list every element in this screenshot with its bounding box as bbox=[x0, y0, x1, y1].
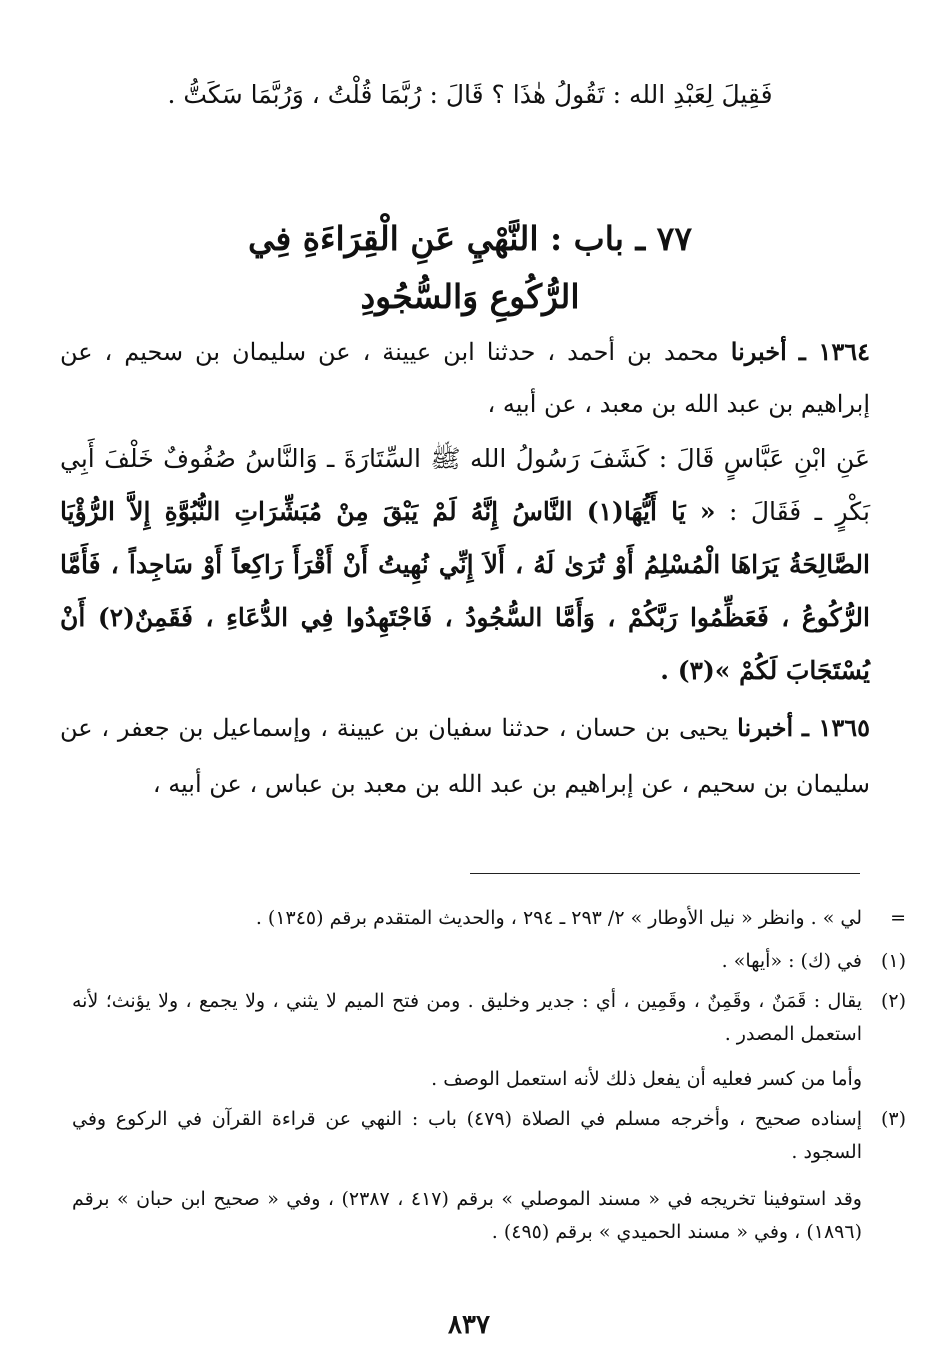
footnote-text: وأما من كسر فعليه أن يفعل ذلك لأنه استعمل الوصف . bbox=[431, 1068, 862, 1090]
page-number: ٨٣٧ bbox=[448, 1310, 490, 1340]
chapter-title-line-2: الرُّكُوعِ وَالسُّجُودِ bbox=[360, 277, 580, 316]
footnote-separator bbox=[470, 873, 860, 874]
hadith-number: ١٣٦٥ ـ bbox=[801, 713, 870, 742]
matn-intro: عَنِ ابْنِ عَبَّاسٍ قَالَ : كَشَفَ رَسُولُ الله ﷺ السِّتَارَةَ ـ وَالنَّاسُ صُفُوفٌ خَلْفَ أَبِي بَكْرٍ ـ فَقَالَ : bbox=[60, 444, 871, 526]
footnote-text: وقد استوفينا تخريجه في « مسند الموصلي » برقم (٤١٧ ، ٢٣٨٧) ، وفي « صحيح ابن حبان » برقم (١٨٩٦) ، وفي « مسند الحميدي » برقم (٤٩٥) . bbox=[72, 1188, 862, 1243]
isnad-text: محمد بن أحمد ، حدثنا ابن عيينة ، عن سليمان بن سحيم ، عن إبراهيم بن عبد الله بن معبد ، عن أبيه ، bbox=[60, 338, 870, 418]
isnad-text: يحيى بن حسان ، حدثنا سفيان بن عيينة ، وإسماعيل بن جعفر ، عن سليمان بن سحيم ، عن إبراهيم بن عبد الله بن معبد بن عباس ، عن أبيه ، bbox=[60, 714, 870, 798]
footnote-mark: (١) bbox=[880, 950, 906, 972]
continuation-line: فَقِيلَ لِعَبْدِ الله : تَقُولُ هٰذَا ؟ قَالَ : رُبَّمَا قُلْتُ ، وَرُبَّمَا سَكَتُّ . bbox=[167, 80, 773, 109]
matn-prophetic-text: « يَا أَيُّهَا(١) النَّاسُ إِنَّهُ لَمْ يَبْقَ مِنْ مُبَشِّرَاتِ النُّبُوَّةِ إِلاَّ الرُّؤْيَا الصَّالِحَةُ يَرَاهَا الْمُسْلِمُ أَوْ تُرَىٰ لَهُ ، أَلاَ إِنِّي نُهِيتُ أَنْ أَقْرَأَ رَاكِعاً أَوْ سَاجِداً ، فَأَمَّا الرُّكُوعُ ، فَعَظِّمُوا رَبَّكُمْ ، وَأَمَّا السُّجُودُ ، فَاجْتَهِدُوا فِي الدُّعَاءِ ، فَقَمِنٌ(٢) أَنْ يُسْتَجَابَ لَكُمْ »(٣) . bbox=[60, 497, 870, 685]
footnote-2-continued bbox=[72, 1063, 862, 1096]
footnote-3 bbox=[72, 1103, 906, 1169]
footnote-text: لي » . وانظر « نيل الأوطار » ٢/ ٢٩٣ ـ ٢٩٤ ، والحديث المتقدم برقم (١٣٤٥) . bbox=[255, 907, 862, 929]
footnote-1 bbox=[72, 945, 906, 978]
hadith-lead: أخبرنا bbox=[730, 337, 787, 366]
footnote-mark: (٣) bbox=[880, 1108, 906, 1130]
footnote-text: إسناده صحيح ، وأخرجه مسلم في الصلاة (٤٧٩) باب : النهي عن قراءة القرآن في الركوع وفي السجود . bbox=[72, 1108, 862, 1163]
footnote-3-continued bbox=[72, 1183, 862, 1249]
footnote-text: في (ك) : «أيها» . bbox=[721, 950, 862, 972]
chapter-title bbox=[140, 210, 800, 326]
footnote-mark: (٢) bbox=[880, 990, 906, 1012]
chapter-title-line-1: ٧٧ ـ باب : النَّهْيِ عَنِ الْقِرَاءَةِ فِي bbox=[247, 219, 693, 258]
hadith-1364-isnad bbox=[60, 326, 870, 430]
hadith-1364-matn bbox=[60, 432, 870, 697]
hadith-lead: أخبرنا bbox=[737, 713, 794, 742]
footnote-mark: = bbox=[890, 907, 906, 929]
footnote-continued bbox=[72, 902, 906, 935]
footnote-2 bbox=[72, 985, 906, 1051]
footnote-text: يقال : قَمَنٌ ، وقَمِنٌ ، وقَمِين ، أي : جدير وخليق . ومن فتح الميم لا يثني ، ولا يجمع ، ولا يؤنث؛ لأنه استعمل المصدر . bbox=[72, 990, 862, 1045]
hadith-1365 bbox=[60, 700, 870, 812]
hadith-number: ١٣٦٤ ـ bbox=[798, 337, 870, 366]
